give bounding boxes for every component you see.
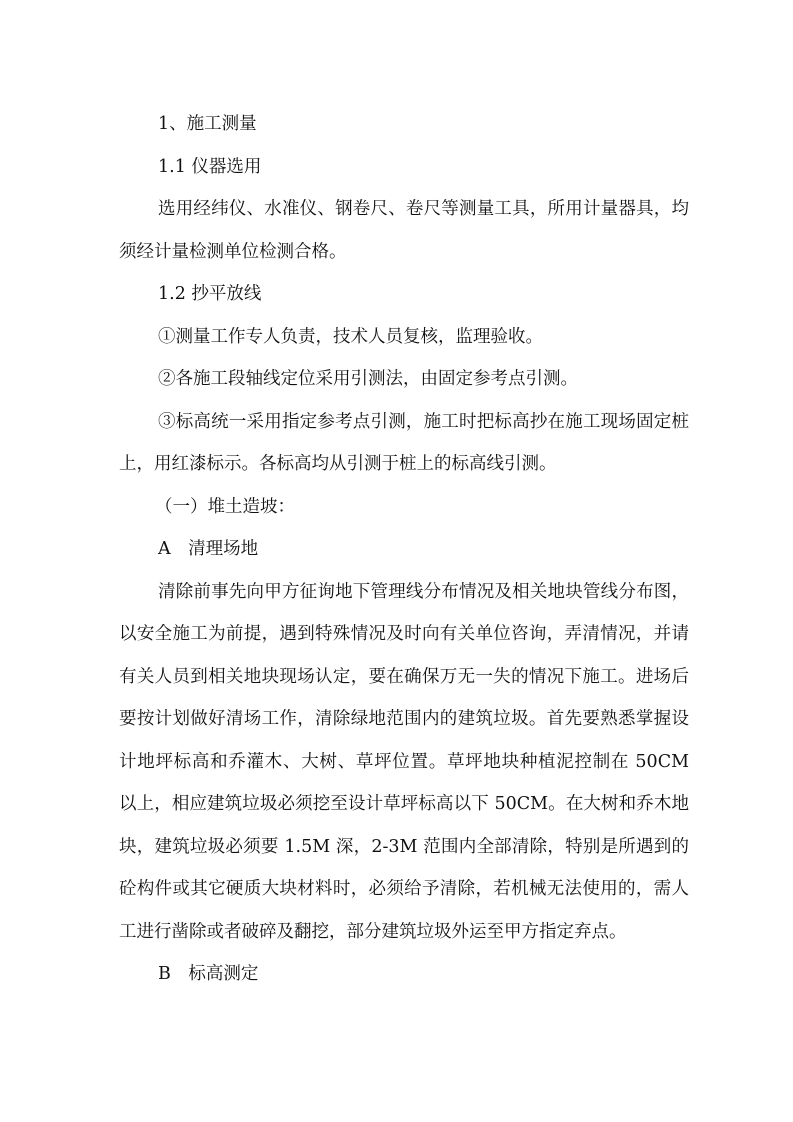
document-page [119, 103, 689, 996]
subheading-leveling-layout: 1.2 抄平放线 [158, 284, 262, 304]
list-item-2: ②各施工段轴线定位采用引测法，由固定参考点引测。 [158, 369, 578, 389]
subheading-elevation-measurement: B 标高测定 [158, 964, 259, 984]
subheading-instrument-selection: 1.1 仪器选用 [158, 156, 262, 177]
section-heading-construction-survey: 1、施工测量 [158, 114, 257, 134]
section-heading-earth-slope: （一）堆土造坡： [155, 496, 295, 517]
paragraph-site-clearing: 清除前事先向甲方征询地下管理线分布情况及相关地块管线分布图，以安全施工为前提，遇到特殊情况及时向有关单位咨询，弄清情况，并请有关人员到相关地块现场认定，要在确保万无一失的情况下施工。进场后要按计划做好清场工作，清除绿地范围内的建筑垃圾。首先要熟悉掌握设计地坪标高和乔灌木、大树、草坪位置。草坪地块种植泥控制在 50CM 以上，相应建筑垃圾必须挖至设计草坪标高以下 50CM。在大树和乔木地块，建筑垃圾必须要 1.5M 深，2-3M 范围内全部清除，特别是所遇到的砼构件或其它硬质大块材料时，必须给予清除，若机械无法使用的，需人工进行凿除或者破碎及翻挖，部分建筑垃圾外运至甲方指定弃点。 [119, 581, 689, 942]
list-item-1: ①测量工作专人负责，技术人员复核，监理验收。 [158, 326, 543, 347]
paragraph-instruments: 选用经纬仪、水准仪、钢卷尺、卷尺等测量工具，所用计量器具，均须经计量检测单位检测合格。 [119, 199, 689, 262]
subheading-site-clearing: A 清理场地 [158, 539, 259, 559]
list-item-3: ③标高统一采用指定参考点引测，施工时把标高抄在施工现场固定桩上，用红漆标示。各标高均从引测于桩上的标高线引测。 [119, 411, 689, 474]
